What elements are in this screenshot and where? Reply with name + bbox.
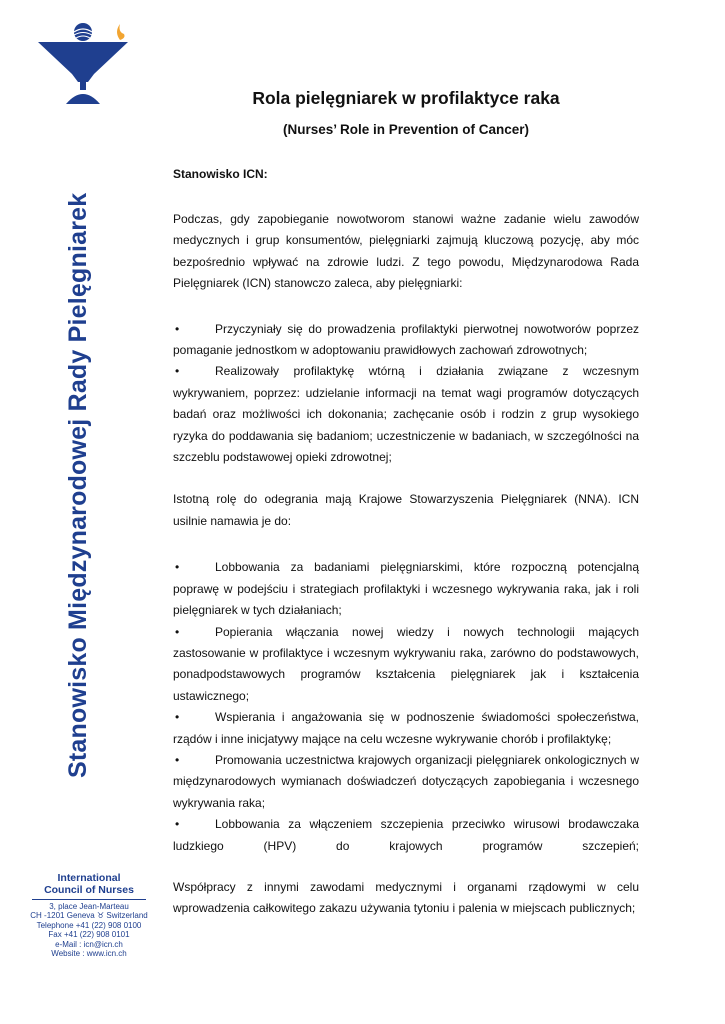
list-item-text: Lobbowania za włączeniem szczepienia przeciwko wirusowi brodawczaka ludzkiego (HPV) do krajowych programów szczepień;	[173, 817, 639, 853]
list-item-text: Lobbowania za badaniami pielęgniarskimi, które rozpoczną potencjalną poprawę w podejściu i strategiach profilaktyki i wczesnego wykrywania raka, jak i roli pielęgniarek w tych działaniach;	[173, 560, 639, 618]
bullet-dot-icon: •	[175, 710, 180, 725]
address-city: CH -1201 Geneva ♉ Switzerland	[30, 911, 148, 921]
bullet-dot-icon: •	[175, 560, 180, 575]
bullet-dot-icon: •	[175, 817, 180, 832]
list-item	[173, 361, 639, 468]
nurses-bullet-list	[173, 319, 639, 469]
list-item-text: Przyczyniały się do prowadzenia profilaktyki pierwotnej nowotworów poprzez pomaganie jednostkom w adoptowaniu prawidłowych zachowań zdrowotnych;	[173, 321, 639, 358]
list-item	[173, 707, 639, 750]
nna-paragraph: Istotną rolę do odegrania mają Krajowe Stowarzyszenia Pielęgniarek (NNA). ICN usilnie namawia je do:	[173, 492, 639, 528]
list-item-text: Popierania włączania nowej wiedzy i nowych technologii mających zastosowanie w profilaktyce i wczesnym wykrywaniu raka, zarówno do podstawowych, ponadpodstawowych programów kształcenia pielęgniarek jak i kształcenia ustawicznego;	[173, 624, 639, 703]
nna-bullet-list	[173, 557, 639, 857]
list-item-text: Promowania uczestnictwa krajowych organizacji pielęgniarek onkologicznych w międzynarodowych wymianach doświadczeń dotyczących zapobiegania i wczesnego wykrywania raka;	[173, 752, 639, 810]
bullet-dot-icon: •	[175, 364, 180, 379]
list-item-text: Wspierania i angażowania się w podnoszenie świadomości społeczeństwa, rządów i inne inicjatywy mające na celu wczesne wykrywanie chorób i profilaktykę;	[173, 710, 639, 746]
org-name-line2: Council of Nurses	[44, 884, 134, 896]
list-item-text: Realizowały profilaktykę wtórną i działania związane z wczesnym wykrywaniem, poprzez: udzielanie informacji na temat wagi programów dotyczących badań oraz możliwości ich dokonania; zachęcanie osób i rodzin z grup wysokiego ryzyka do poddawania się badaniom; uczestniczenie w badaniach, w szczególności na szczeblu podstawowej opieki zdrowotnej;	[173, 364, 639, 465]
final-paragraph: Współpracy z innymi zawodami medycznymi i organami rządowymi w celu wprowadzenia całkowitego zakazu używania tytoniu i palenia w miejscach publicznych;	[173, 879, 639, 916]
list-item	[173, 750, 639, 814]
document-subtitle: (Nurses’ Role in Prevention of Cancer)	[282, 122, 530, 137]
icn-logo-icon	[36, 22, 130, 108]
list-item	[173, 622, 639, 708]
bullet-dot-icon: •	[175, 752, 180, 767]
icn-contact-block	[24, 872, 154, 958]
vertical-sidebar-title: Stanowisko Międzynarodowej Rady Pielęgniarek	[64, 192, 92, 778]
address-email: e-Mail : icn@icn.ch	[55, 939, 123, 949]
document-title: Rola pielęgniarek w profilaktyce raka	[252, 88, 560, 108]
org-divider	[32, 899, 146, 900]
address-phone: Telephone +41 (22) 908 0100	[36, 920, 142, 930]
address-website: Website : www.icn.ch	[51, 949, 127, 959]
section-label: Stanowisko ICN:	[173, 167, 268, 181]
address-street: 3, place Jean-Marteau	[49, 902, 129, 911]
intro-paragraph: Podczas, gdy zapobieganie nowotworom stanowi ważne zadanie wielu zawodów medycznych i grup konsumentów, pielęgniarki zajmują kluczową pozycję, aby móc bezpośrednio wpływać na zdrowie ludzi. Z tego powodu, Międzynarodowa Rada Pielęgniarek (ICN) stanowczo zaleca, aby pielęgniarki:	[173, 212, 639, 291]
list-item	[173, 557, 639, 621]
document-body	[173, 88, 639, 920]
list-item	[173, 814, 639, 857]
bullet-dot-icon: •	[175, 624, 180, 639]
list-item	[173, 319, 639, 362]
bullet-dot-icon: •	[175, 321, 180, 336]
address-fax: Fax +41 (22) 908 0101	[48, 930, 130, 940]
org-name-line1: International	[57, 872, 121, 884]
